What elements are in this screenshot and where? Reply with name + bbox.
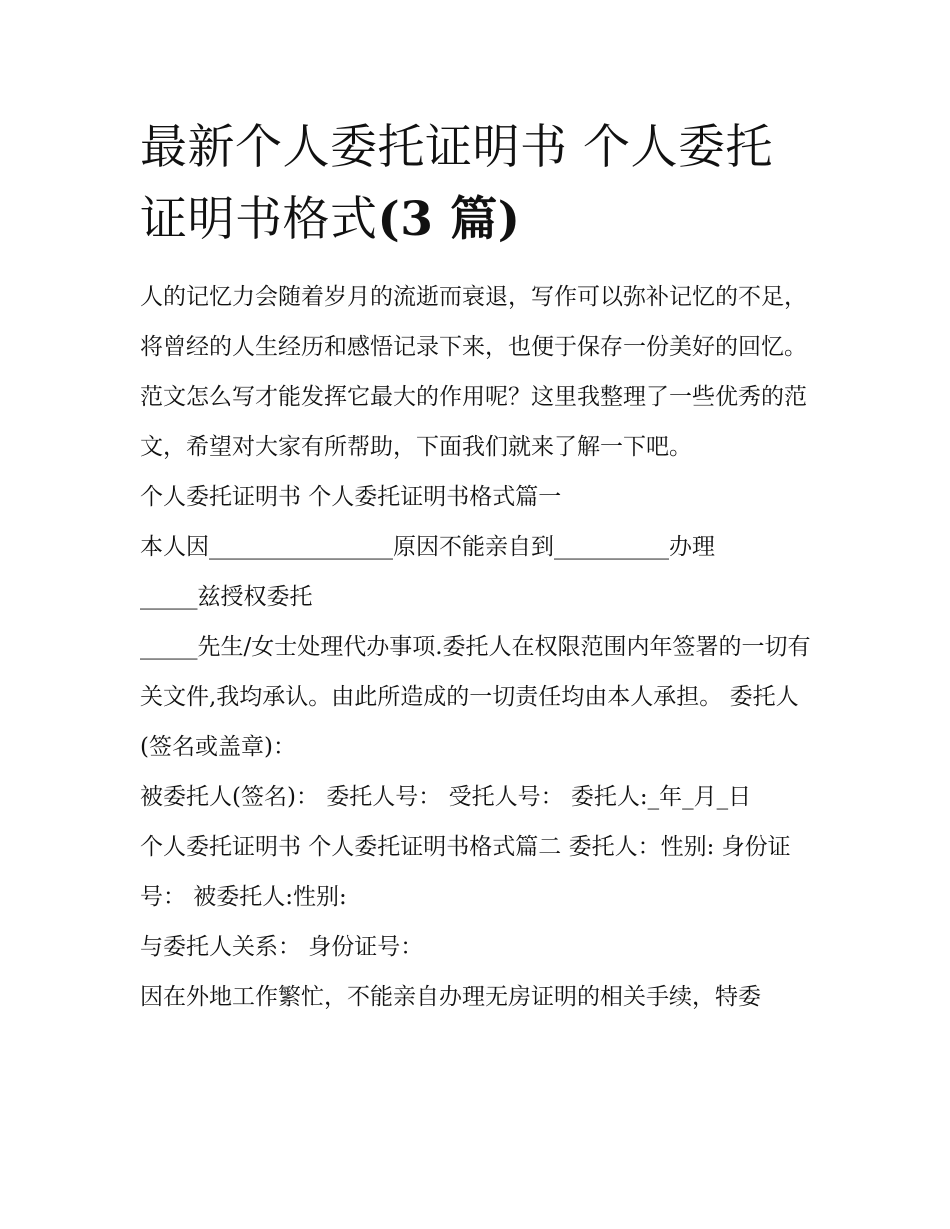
section-heading-2: 个人委托证明书 个人委托证明书格式篇二 委托人：性别: 身份证号： 被委托人:性别:	[140, 834, 791, 910]
document-title	[140, 112, 815, 256]
body-line: 本人因________________原因不能亲自到__________办理	[140, 534, 715, 560]
document-title-suffix: (3 篇)	[377, 192, 521, 247]
body-line: 因在外地工作繁忙，不能亲自办理无房证明的相关手续，特委	[140, 984, 761, 1010]
body-line: 与委托人关系： 身份证号：	[140, 934, 424, 960]
intro-paragraph: 人的记忆力会随着岁月的流逝而衰退，写作可以弥补记忆的不足，将曾经的人生经历和感悟记录下来，也便于保存一份美好的回忆。范文怎么写才能发挥它最大的作用呢？这里我整理了一些优秀的范文，希望对大家有所帮助，下面我们就来了解一下吧。	[140, 284, 807, 460]
body-line: _____兹授权委托	[140, 584, 313, 610]
document-page	[140, 112, 815, 1022]
section-heading-1: 个人委托证明书 个人委托证明书格式篇一	[140, 484, 562, 510]
document-title-main: 最新个人委托证明书 个人委托证明书格式	[140, 120, 773, 247]
signature-line: 被委托人(签名)： 委托人号： 受托人号： 委托人:_年_月_日	[140, 784, 752, 810]
body-paragraph: _____先生/女士处理代办事项.委托人在权限范围内年签署的一切有关文件,我均承认。由此所造成的一切责任均由本人承担。 委托人(签名或盖章)：	[140, 634, 811, 760]
